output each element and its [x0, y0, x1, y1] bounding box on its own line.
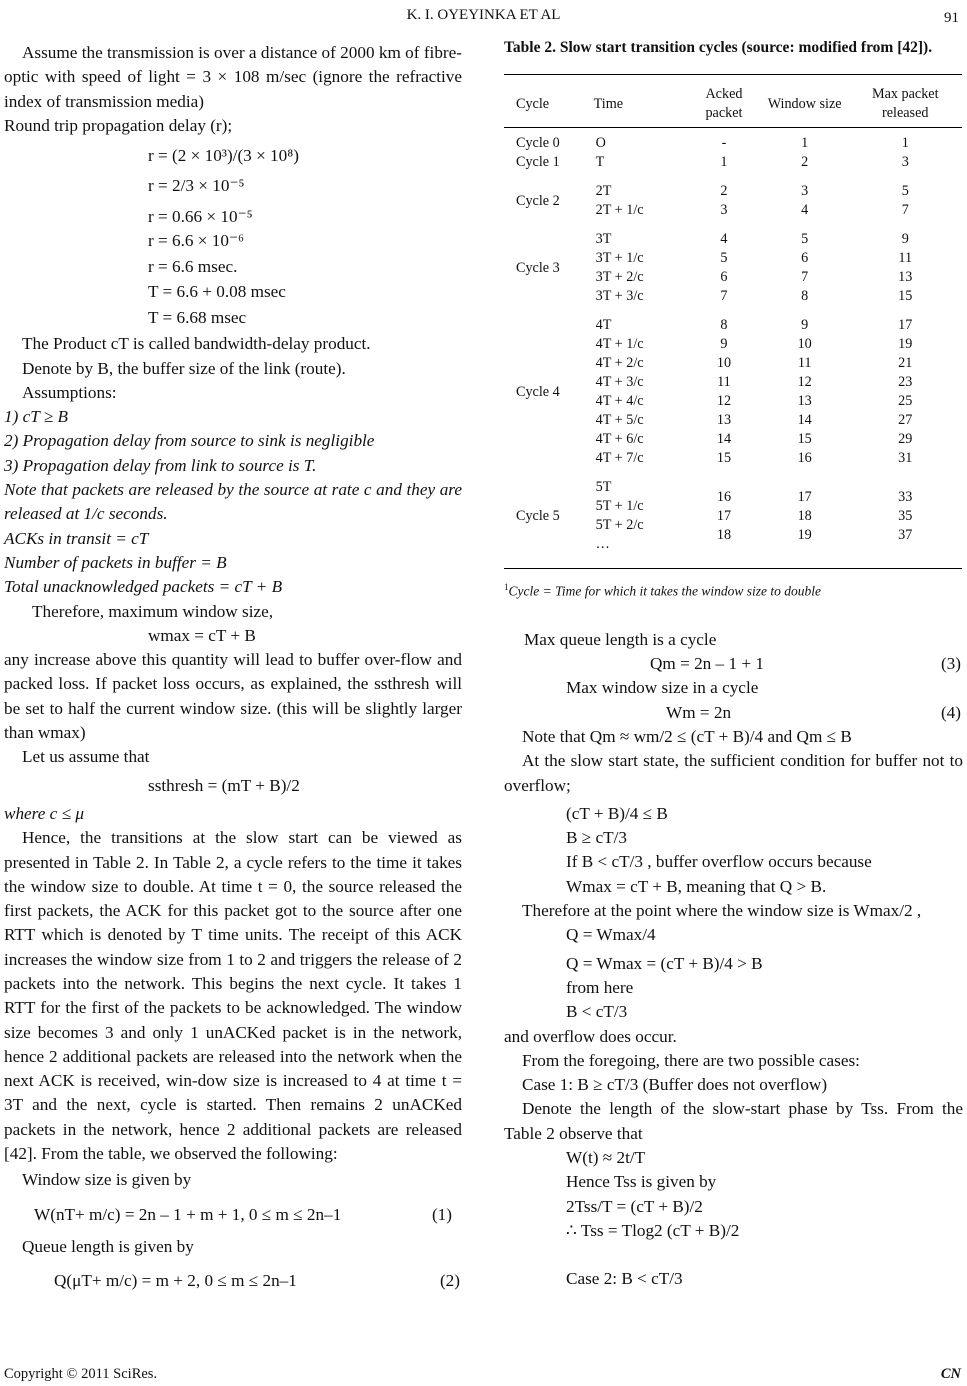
equation-1-body: W(nT+ m/c) = 2n – 1 + m + 1, 0 ≤ m ≤ 2n–1	[34, 1204, 342, 1224]
slow-start-table	[504, 74, 962, 569]
equation-2-body: Q(μT+ m/c) = m + 2, 0 ≤ m ≤ 2n–1	[54, 1271, 297, 1291]
equation: r = 6.6 msec.	[148, 257, 238, 277]
table-row	[504, 128, 962, 154]
table-caption: Table 2. Slow start transition cycles (source: modified from [42]).	[504, 39, 933, 56]
assumption-3: 3) Propagation delay from link to source is T.	[4, 455, 317, 475]
equation-2	[4, 1269, 462, 1293]
table-cell-time: 2T 2T + 1/c	[595, 183, 644, 218]
equation-3-number: (3)	[940, 654, 961, 674]
equation: r = 2/3 × 10⁻⁵	[148, 176, 245, 196]
paragraph: Assumptions:	[22, 382, 117, 402]
paragraph: where c ≤ μ	[4, 803, 84, 823]
column-header: Acked packet	[687, 75, 761, 128]
equation: r = 0.66 × 10⁻⁵	[148, 206, 253, 226]
table-cell-max: 1	[901, 135, 909, 151]
table-cell-cycle: Cycle 4	[516, 383, 560, 400]
paragraph: The Product cT is called bandwidth-delay product.	[22, 334, 371, 354]
table-row	[504, 220, 962, 306]
table-cell-max: 17 19 21 23 25 27 29 31	[898, 317, 913, 466]
equation: T = 6.6 + 0.08 msec	[148, 281, 286, 301]
paragraph: Case 2: B < cT/3	[566, 1269, 683, 1289]
table-cell-window: 9 10 11 12 13 14 15 16	[797, 317, 812, 466]
table-cell-acked: 8 9 10 11 12 13 14 15	[716, 317, 732, 466]
table-cell-time: T	[595, 154, 605, 170]
equation-4-number: (4)	[940, 702, 961, 722]
table-body	[504, 128, 962, 569]
paragraph: Round trip propagation delay (r);	[4, 115, 233, 135]
equation: B ≥ cT/3	[566, 828, 627, 848]
table-cell-max: 9 11 13 15	[898, 231, 913, 304]
paragraph: and overflow does occur.	[504, 1026, 677, 1046]
left-column	[4, 41, 462, 1294]
table-row	[504, 468, 962, 569]
table-cell-acked: 4 5 6 7	[720, 231, 728, 304]
text-line: Hence Tss is given by	[566, 1172, 717, 1192]
table-header-row	[504, 75, 962, 128]
table-cell-acked: 16 17 18	[687, 468, 761, 569]
equation-3-body: Qm = 2n – 1 + 1	[650, 654, 764, 674]
text-line: from here	[566, 977, 634, 997]
table-row	[504, 306, 962, 468]
equation: Q = Wmax = (cT + B)/4 > B	[566, 953, 763, 973]
paragraph: Denote the length of the slow-start phase by Tss. From the Table 2 observe that	[504, 1099, 963, 1143]
paragraph: any increase above this quantity will lead to buffer over-flow and packed loss. If packet loss occurs, as explained, the ssthresh will be set to half the current window size. (this will be slightly larger than wmax)	[4, 650, 462, 743]
page-footer	[0, 1360, 967, 1386]
definition-line: ACKs in transit = cT	[4, 528, 149, 548]
table-cell-cycle: Cycle 3	[516, 259, 560, 276]
table-cell-max: 5 7	[901, 183, 909, 218]
assumption-2: 2) Propagation delay from source to sink is negligible	[4, 431, 375, 451]
table-cell-acked: -	[721, 135, 727, 151]
paragraph: Note that Qm ≈ wm/2 ≤ (cT + B)/4 and Qm ≤ B	[522, 726, 852, 746]
paragraph: From the foregoing, there are two possible cases:	[522, 1050, 860, 1070]
table-cell-cycle: Cycle 0	[516, 135, 560, 151]
equation-2-number: (2)	[439, 1271, 460, 1291]
equation: ∴ Tss = Tlog2 (cT + B)/2	[566, 1220, 740, 1240]
definition-line: Number of packets in buffer = B	[4, 552, 227, 572]
paragraph: Max queue length is a cycle	[524, 629, 717, 649]
equation: r = (2 × 10³)/(3 × 10⁸)	[148, 146, 299, 166]
table-cell-window: 2	[801, 154, 809, 170]
paragraph: At the slow start state, the sufficient condition for buffer not to overflow;	[504, 751, 963, 795]
right-text	[504, 628, 963, 1292]
equation-4	[504, 701, 963, 725]
page-number: 91	[944, 10, 959, 26]
paragraph: Therefore at the point where the window size is Wmax/2 ,	[522, 901, 922, 921]
table-cell-cycle: Cycle 2	[516, 192, 560, 209]
table-cell-cycle: Cycle 5	[504, 468, 594, 569]
paragraph: Denote by B, the buffer size of the link (route).	[22, 358, 346, 378]
column-header: Max packet released	[849, 75, 963, 128]
paragraph: Case 1: B ≥ cT/3 (Buffer does not overflow)	[522, 1075, 828, 1095]
paragraph: Assume the transmission is over a distance of 2000 km of fibre-optic with speed of light = 3 × 108 m/sec (ignore the refractive index of transmission media)	[4, 43, 462, 111]
equation-3	[504, 652, 963, 676]
column-header: Window size	[761, 75, 849, 128]
paragraph: Queue length is given by	[22, 1236, 194, 1256]
equation-1-number: (1)	[431, 1204, 452, 1224]
equation: (cT + B)/4 ≤ B	[566, 803, 668, 823]
equation: W(t) ≈ 2t/T	[566, 1148, 646, 1168]
table-cell-window: 17 18 19	[761, 468, 849, 569]
table-cell-time: 4T 4T + 1/c 4T + 2/c 4T + 3/c 4T + 4/c 4T + 5/c 4T + 6/c 4T + 7/c	[595, 317, 644, 466]
table-cell-time: 5T 5T + 1/c 5T + 2/c …	[594, 468, 687, 569]
equation: Wmax = cT + B, meaning that Q > B.	[566, 876, 827, 896]
table-cell-window: 5 6 7 8	[801, 231, 809, 304]
table-cell-max: 3	[901, 154, 909, 170]
equation-4-body: Wm = 2n	[666, 702, 732, 722]
equation: 2Tss/T = (cT + B)/2	[566, 1196, 703, 1216]
equation: T = 6.68 msec	[148, 307, 247, 327]
table-footnote	[504, 575, 963, 604]
equation-wmax: wmax = cT + B	[148, 625, 256, 645]
table-row	[504, 153, 962, 172]
table-cell-cycle: Cycle 1	[516, 154, 560, 170]
right-column	[504, 37, 963, 1292]
table-row	[504, 172, 962, 220]
paragraph: Window size is given by	[22, 1170, 192, 1190]
equation: Q = Wmax/4	[566, 925, 656, 945]
running-header	[0, 0, 967, 24]
footnote-mark: 1	[504, 582, 509, 592]
table-cell-max: 33 35 37	[849, 468, 963, 569]
table-cell-window: 3 4	[801, 183, 809, 218]
paragraph: Hence, the transitions at the slow start can be viewed as presented in Table 2. In Table 2, a cycle refers to the time it takes the window size to double. At time t = 0, the source released the first packets, the ACK for this packet got to the source after one RTT which is denoted by T time units. The receipt of this ACK increases the window size from 1 to 2 and triggers the release of 2 packets into the network. This begins the next cycle. It takes 1 RTT for the first of the packets to be acknowledged. The window size becomes 3 and only 1 unACKed packet is in the network, hence 2 additional packets are released into the network when the next ACK is received, win-dow size is increased to 4 at time t = 3T and the next, cycle is started. Then remains 2 unACKed packets in the network, hence 2 additional packets are released [42]. From the table, we observed the following:	[4, 828, 462, 1164]
equation-ssthresh: ssthresh = (mT + B)/2	[148, 775, 300, 795]
copyright: Copyright © 2011 SciRes.	[4, 1366, 158, 1382]
paragraph: Let us assume that	[22, 747, 150, 767]
table-cell-window: 1	[801, 135, 809, 151]
column-header: Cycle	[504, 75, 594, 128]
journal-abbrev: CN	[940, 1366, 961, 1382]
definition-line: Total unacknowledged packets = cT + B	[4, 577, 283, 597]
assumption-1: 1) cT ≥ B	[4, 407, 69, 427]
table-cell-acked: 2 3	[720, 183, 728, 218]
table-cell-time: O	[595, 135, 606, 151]
equation: r = 6.6 × 10⁻⁶	[148, 231, 245, 251]
column-header: Time	[594, 75, 687, 128]
paragraph: Max window size in a cycle	[566, 678, 759, 698]
header-authors: K. I. OYEYINKA ET AL	[406, 7, 561, 23]
footnote-text: Cycle = Time for which it takes the window size to double	[508, 583, 821, 599]
table-cell-acked: 1	[720, 154, 728, 170]
equation-1	[4, 1203, 462, 1227]
table-cell-time: 3T 3T + 1/c 3T + 2/c 3T + 3/c	[595, 231, 644, 304]
note: Note that packets are released by the source at rate c and they are released at 1/c seconds.	[4, 480, 462, 524]
equation: B < cT/3	[566, 1002, 628, 1022]
equation: If B < cT/3 , buffer overflow occurs because	[566, 852, 872, 872]
paragraph: Therefore, maximum window size,	[32, 601, 274, 621]
